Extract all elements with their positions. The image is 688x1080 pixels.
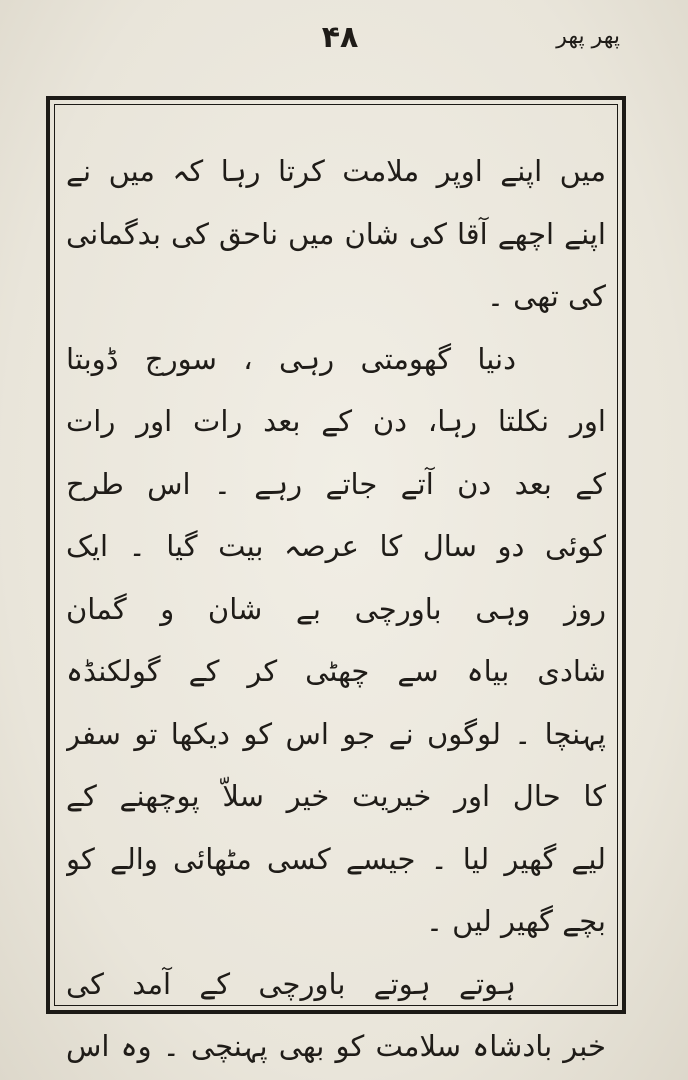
text-line: بچے گھیر لیں ۔: [425, 904, 606, 938]
text-line: لیے گھیر لیا ۔ جیسے کسی مٹھائی والے کو: [66, 841, 606, 876]
text-line: اپنے اچھے آقا کی شان میں ناحق کی بدگمانی: [66, 216, 606, 251]
text-line: میں اپنے اوپر ملامت کرتا رہا کہ میں نے: [66, 154, 606, 188]
text-line: شادی بیاہ سے چھٹی کر کے گولکنڈہ: [66, 654, 606, 688]
body-text: [66, 140, 606, 1078]
text-line: کے بعد دن آتے جاتے رہے ۔ اس طرح: [66, 466, 606, 501]
paragraph-start-line: ہوتے ہوتے باورچی کے آمد کی: [66, 966, 516, 1001]
text-line: اور نکلتا رہا، دن کے بعد رات اور رات: [66, 404, 606, 438]
text-line: خبر بادشاہ سلامت کو بھی پہنچی ۔ وہ اس: [66, 1029, 606, 1063]
text-line: روز وہی باورچی بے شان و گمان: [66, 591, 606, 626]
paragraph-start-line: دنیا گھومتی رہی ، سورج ڈوبتا: [66, 341, 516, 376]
text-line: پہنچا ۔ لوگوں نے جو اس کو دیکھا تو سفر: [66, 716, 606, 751]
page-number: ۴۸: [321, 20, 359, 55]
text-line: کا حال اور خیریت خیر سلاّ پوچھنے کے: [66, 779, 606, 813]
running-title: پھر پھر: [556, 24, 620, 49]
text-line: کوئی دو سال کا عرصہ بیت گیا ۔ ایک: [66, 529, 606, 563]
text-line: کی تھی ۔: [486, 279, 606, 313]
